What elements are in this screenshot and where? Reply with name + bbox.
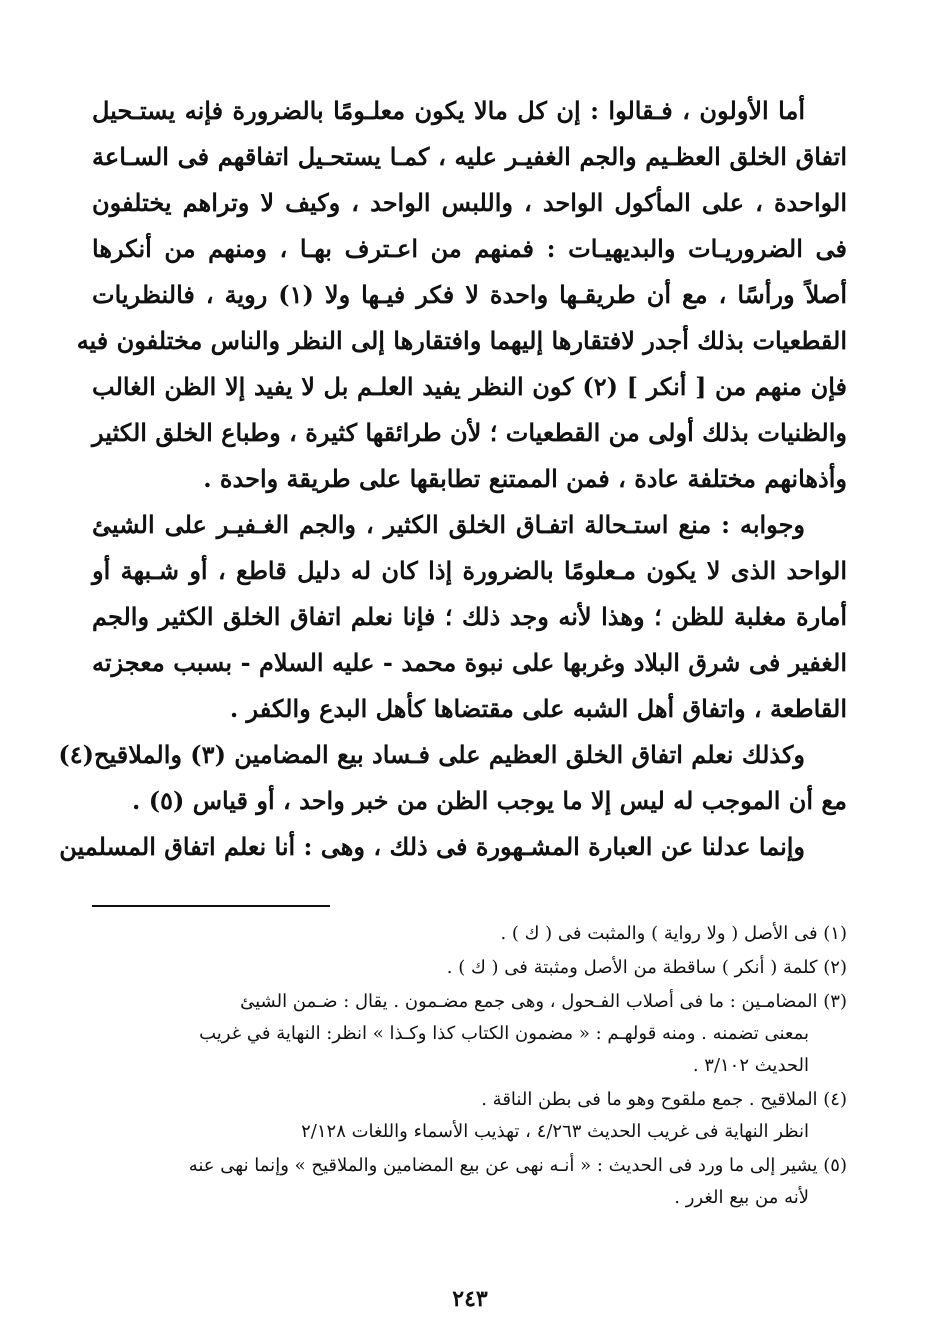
main-text: [58, 88, 847, 870]
footnote-line: (٣) المضامـين : ما فى أصلاب الفـحول ، وهى جمع مضـمون . يقال : ضـمن الشيئ: [240, 991, 847, 1012]
footnote-5: [92, 1150, 847, 1214]
footnote-line: (١) فى الأصل ( ولا رواية ) والمثبت فى ( ك ) .: [500, 923, 847, 944]
footnote-line: (٢) كلمة ( أنكر ) ساقطة من الأصل ومثبتة فى ( ك ) .: [446, 957, 847, 978]
text-line: فى الضروريـات والبديهيـات : فمنهم من اعـترف بهـا ، ومنهم من أنكرها: [92, 234, 847, 263]
footnote-3: [92, 986, 847, 1082]
text-line: أمارة مغلبة للظن ؛ وهذا لأنه وجد ذلك ؛ فإنا نعلم اتفاق الخلق الكثير والجم: [92, 602, 847, 631]
footnote-line: الحديث ٣/١٠٢ .: [692, 1055, 809, 1076]
text-line: وإنما عدلنا عن العبارة المشـهورة فى ذلك ، وهى : أنا نعلم اتفاق المسلمين: [59, 832, 805, 861]
footnote-2: [92, 952, 847, 984]
text-line: القاطعة ، واتفاق أهل الشبه على مقتضاها كأهل البدع والكفر .: [229, 694, 847, 723]
footnote-line: (٥) يشير إلى ما ورد فى الحديث : « أنـه نهى عن بيع المضامين والملاقيح » وإنما نهى عنه: [188, 1155, 847, 1176]
text-line: القطعيات بذلك أجدر لافتقارها إليهما وافتقارها إلى النظر والناس مختلفون فيه: [76, 326, 847, 355]
text-line: الغفير فى شرق البلاد وغربها على نبوة محمد - عليه السلام - بسبب معجزته: [92, 648, 847, 677]
text-line: اتفاق الخلق العظـيم والجم الغفيـر عليه ، كمـا يستحـيل اتفاقهم فى السـاعة: [92, 142, 847, 171]
text-line: أما الأولون ، فـقالوا : إن كل مالا يكون معلـومًا بالضرورة فإنه يستـحيل: [92, 96, 805, 125]
footnote-line: انظر النهاية فى غريب الحديث ٤/٢٦٣ ، تهذيب الأسماء واللغات ٢/١٢٨: [301, 1121, 809, 1142]
footnote-1: [92, 918, 847, 950]
text-line: الواحد الذى لا يكون مـعلومًا بالضرورة إذا كان له دليل قاطع ، أو شـبهة أو: [92, 556, 847, 585]
text-line: والظنيات بذلك أولى من القطعيات ؛ لأن طرائقها كثيرة ، وطباع الخلق الكثير: [92, 418, 847, 447]
footnotes: [92, 918, 847, 1216]
text-line: فإن منهم من [ أنكر ] (٢) كون النظر يفيد العلـم بل لا يفيد إلا الظن الغالب: [92, 372, 847, 401]
footnote-line: (٤) الملاقيح . جمع ملقوح وهو ما فى بطن الناقة .: [481, 1089, 847, 1110]
footnote-separator: [92, 905, 330, 907]
text-line: الواحدة ، على المأكول الواحد ، واللبس الواحد ، وكيف لا وتراهم يختلفون: [92, 188, 847, 217]
text-line: مع أن الموجب له ليس إلا ما يوجب الظن من خبر واحد ، أو قياس (٥) .: [132, 786, 847, 815]
footnote-line: بمعنى تضمنه . ومنه قولهـم : « مضمون الكتاب كذا وكـذا » انظر: النهاية في غريب: [199, 1023, 809, 1044]
text-line: وأذهانهم مختلفة عادة ، فمن الممتنع تطابقها على طريقة واحدة .: [203, 464, 847, 493]
footnote-4: [92, 1084, 847, 1148]
text-line: أصلاً ورأسًا ، مع أن طريقـها واحدة لا فكر فيـها ولا (١) روية ، فالنظريات: [92, 280, 847, 309]
text-line: وكذلك نعلم اتفاق الخلق العظيم على فـساد بيع المضامين (٣) والملاقيح(٤): [58, 740, 805, 769]
footnote-line: لأنه من بيع الغرر .: [674, 1187, 809, 1208]
page-number: ٢٤٣: [452, 1286, 488, 1312]
text-line: وجوابه : منع استـحالة اتفـاق الخلق الكثير ، والجم الغـفيـر على الشيئ: [92, 510, 805, 539]
